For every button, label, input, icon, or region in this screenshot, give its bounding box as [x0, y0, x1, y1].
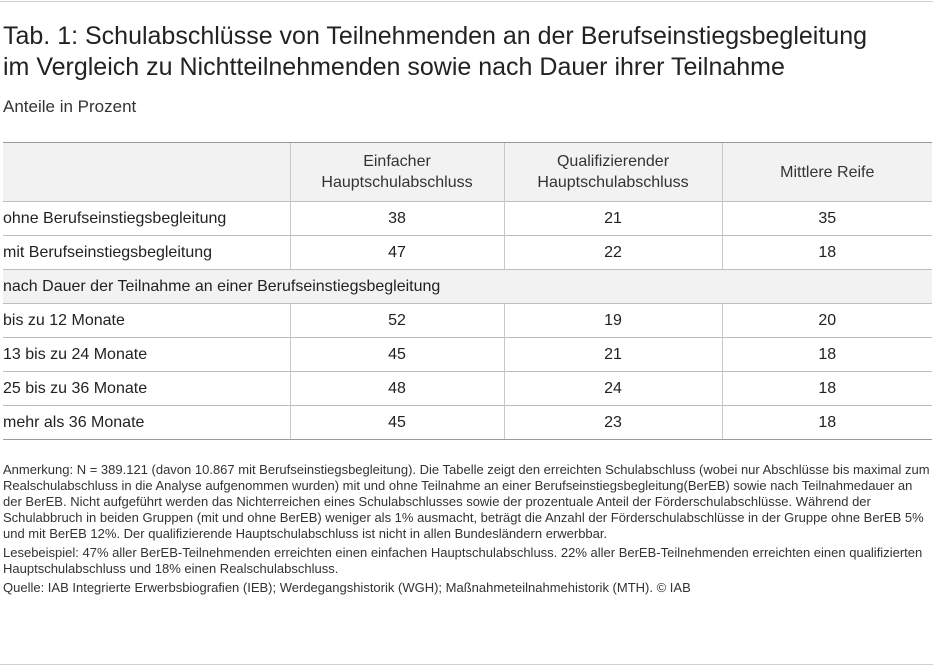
- row-label: 13 bis zu 24 Monate: [3, 338, 290, 372]
- table-row: [3, 202, 932, 236]
- table-row: [3, 304, 932, 338]
- table-cell: 19: [504, 304, 722, 338]
- table-row: [3, 338, 932, 372]
- bottom-divider: [0, 664, 933, 665]
- table-notes: [3, 462, 931, 599]
- table-subtitle: Anteile in Prozent: [3, 97, 137, 116]
- table-cell: 18: [722, 338, 932, 372]
- table-cell: 18: [722, 236, 932, 270]
- header-einfacher: [290, 143, 504, 202]
- table-cell: 21: [504, 202, 722, 236]
- table-cell: 20: [722, 304, 932, 338]
- row-label: ohne Berufseinstiegsbegleitung: [3, 202, 290, 236]
- table-cell: 24: [504, 372, 722, 406]
- table-cell: 38: [290, 202, 504, 236]
- table-title: [3, 21, 928, 83]
- table-cell: 21: [504, 338, 722, 372]
- section-row: [3, 270, 932, 304]
- table-row: [3, 372, 932, 406]
- table-cell: 48: [290, 372, 504, 406]
- row-label: 25 bis zu 36 Monate: [3, 372, 290, 406]
- table-row: [3, 406, 932, 440]
- table-row: [3, 236, 932, 270]
- header-empty-cell: [3, 143, 290, 202]
- header-qualifizierender-line-2: Hauptschulabschluss: [537, 174, 689, 191]
- table-cell: 18: [722, 406, 932, 440]
- note-quelle: Quelle: IAB Integrierte Erwerbsbiografien (IEB); Werdegangshistorik (WGH); Maßnahmeteilnahmehistorik (MTH). © IAB: [3, 580, 691, 595]
- results-table: [3, 142, 932, 440]
- row-label: bis zu 12 Monate: [3, 304, 290, 338]
- table-cell: 45: [290, 406, 504, 440]
- table-cell: 35: [722, 202, 932, 236]
- title-line-1: Tab. 1: Schulabschlüsse von Teilnehmenden an der Berufseinstiegsbegleitung: [3, 22, 868, 50]
- table-cell: 52: [290, 304, 504, 338]
- header-qualifizierender-line-1: Qualifizierender: [556, 153, 670, 170]
- header-mittlere-reife: Mittlere Reife: [722, 143, 932, 202]
- table-cell: 47: [290, 236, 504, 270]
- header-einfacher-line-1: Einfacher: [363, 153, 431, 170]
- table-cell: 18: [722, 372, 932, 406]
- title-line-2: im Vergleich zu Nichtteilnehmenden sowie nach Dauer ihrer Teilnahme: [3, 53, 785, 81]
- header-row: [3, 143, 932, 202]
- row-label: mit Berufseinstiegsbegleitung: [3, 236, 290, 270]
- header-qualifizierender: [504, 143, 722, 202]
- table-cell: 22: [504, 236, 722, 270]
- row-label: mehr als 36 Monate: [3, 406, 290, 440]
- header-einfacher-line-2: Hauptschulabschluss: [321, 174, 473, 191]
- table-cell: 45: [290, 338, 504, 372]
- table-cell: 23: [504, 406, 722, 440]
- top-divider: [0, 1, 933, 2]
- note-anmerkung: Anmerkung: N = 389.121 (davon 10.867 mit Berufseinstiegsbegleitung). Die Tabelle zeigt den erreichten Schulabschluss (wobei nur Abschlüsse bis maximal zum Realschulabschluss in die Analyse aufgenommen wurden) mit und ohne Teilnahme an einer Berufseinstiegsbegleitung(BerEB) sowie nach Teilnahmedauer an der BerEB. Nicht aufgeführt werden das Nichterreichen eines Schulabschlusses sowie der prozentuale Anteil der Förderschulabschlüsse. Während der Schulabbruch in beiden Gruppen (mit und ohne BerEB) weniger als 1% ausmacht, beträgt die Anzahl der Förderschulabschlüsse in der Gruppe ohne BerEB 5% und mit BerEB 12%. Der qualifizierende Hauptschulabschluss ist nicht in allen Bundesländern erwerbbar.: [3, 462, 930, 541]
- section-label: nach Dauer der Teilnahme an einer Berufseinstiegsbegleitung: [3, 270, 932, 304]
- note-lesebeispiel: Lesebeispiel: 47% aller BerEB-Teilnehmenden erreichten einen einfachen Hauptschulabschluss. 22% aller BerEB-Teilnehmenden erreichten einen qualifizierten Hauptschulabschluss und 18% einen Realschulabschluss.: [3, 545, 923, 576]
